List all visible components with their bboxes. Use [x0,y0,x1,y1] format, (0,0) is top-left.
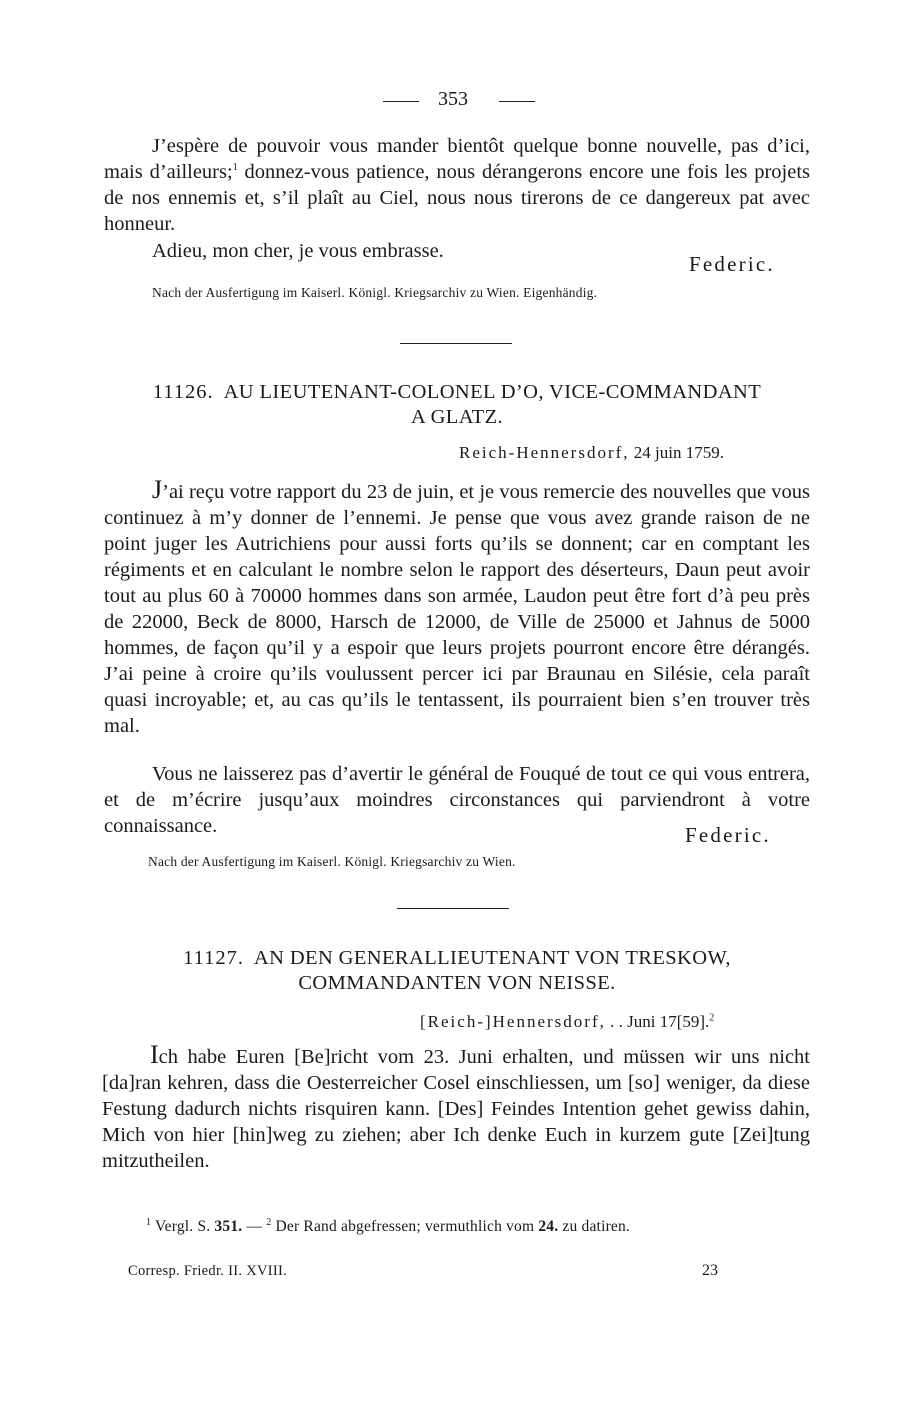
section-divider-1 [400,343,512,344]
letter-11127-paragraph: Ich habe Euren [Be]richt vom 23. Juni erhalten, und müssen wir uns nicht [da]ran kehren, dass die Oesterreicher Cosel einschliessen, um [so] weniger, da diese Festung dadurch nichts risquiren kann. [Des] Feindes Intention gehet gewiss dahin, Mich von hier [hin]weg zu ziehen; aber Ich denke Euch in kurzem gute [Zei]tung mitzutheilen. [102,1040,810,1172]
letter-11126-signature: Federic. [685,823,771,847]
letter-11127-dropcap: I [150,1040,159,1069]
footnote-1-ref: 351. [214,1218,243,1235]
footer-collection: Corresp. Friedr. II. XVIII. [128,1263,288,1279]
footnote-1-text: Vergl. S. [155,1218,211,1235]
footnotes [146,1218,630,1236]
header-rule-right [499,101,535,102]
letter-prev-closing: Adieu, mon cher, je vous embrasse. [152,240,444,262]
letter-11127-title-line1: AN DEN GENERALLIEUTENANT VON TRESKOW, [253,947,731,969]
letter-11126-paragraph-2: Vous ne laisserez pas d’avertir le général de Fouqué de tout ce qui vous entrera, et de m’écrire jusqu’aux moindres circonstances qui parviendront à votre connaissance. [104,763,810,837]
footnote-ref-1: 1 [232,162,238,174]
letter-11126-title-line1: AU LIEUTENANT-COLONEL D’O, VICE-COMMANDANT [223,381,762,403]
letter-11126-paragraph-1: J’ai reçu votre rapport du 23 de juin, et je vous remercie des nouvelles que vous continuez à m’y donner de l’ennemi. Je pense que vous avez grande raison de ne point juger les Autrichiens pour aussi forts qu’ils se donnent; car en comptant les régiments et en calculant le nombre selon le rapport des déserteurs, Daun peut avoir tout au plus 60 à 70000 hommes dans son armée, Laudon peut être fort d’à peu près de 22000, Beck de 8000, Harsch de 12000, de Ville de 25000 et Jahnus de 5000 hommes, de façon qu’il y a espoir que leurs projets pourront encore être dérangés. J’ai peine à croire qu’ils voulussent percer ici par Braunau en Silésie, cela paraît quasi incroyable; et, au cas qu’ils le tentassent, ils pourraient bien s’en trouver très mal. [104,475,810,737]
letter-11126-heading [104,380,810,430]
letter-prev-paragraph: J’espère de pouvoir vous mander bientôt quelque bonne nouvelle, pas d’ici, mais d’ailleurs;$^1$ donnez-vous patience, nous dérangerons encore une fois les projets de nos ennemis et, s’il plaît au Ciel, nous nous tirerons de ce dangereux pat avec honneur. [104,135,810,235]
page-number: 353 [438,88,468,110]
letter-11127-dateline: [Reich-]Hennersdorf, . . Juni 17[59].$^2$ [420,1012,715,1031]
footnote-2-mark: 2 [266,1216,272,1228]
letter-11127-title-line2: COMMANDANTEN VON NEISSE. [298,972,616,994]
letter-11126-number: 11126. [152,381,214,403]
letter-11127-heading [104,946,810,996]
section-divider-2 [397,908,509,909]
footnote-ref-2: 2 [709,1012,715,1024]
footnote-2-bold: 24. [538,1218,559,1235]
footnote-2-end: zu datiren. [562,1218,631,1235]
letter-11126-dropcap: J [152,475,163,504]
footnote-separator: — [246,1218,263,1235]
footnote-1-mark: 1 [146,1216,152,1228]
letter-11126-title-line2: A GLATZ. [410,406,504,428]
footer-sheet-number: 23 [702,1262,718,1279]
letter-11126-dateline: Reich-Hennersdorf, 24 juin 1759. [459,443,724,462]
letter-prev-source: Nach der Ausfertigung im Kaiserl. Königl. Kriegsarchiv zu Wien. Eigenhändig. [152,285,598,300]
letter-prev-signature: Federic. [689,252,775,276]
header-rule-left [383,101,419,102]
letter-11126-source: Nach der Ausfertigung im Kaiserl. Königl. Kriegsarchiv zu Wien. [148,854,516,869]
footnote-2-text: Der Rand abgefressen; vermuthlich vom [275,1218,535,1235]
letter-11127-number: 11127. [183,947,244,969]
